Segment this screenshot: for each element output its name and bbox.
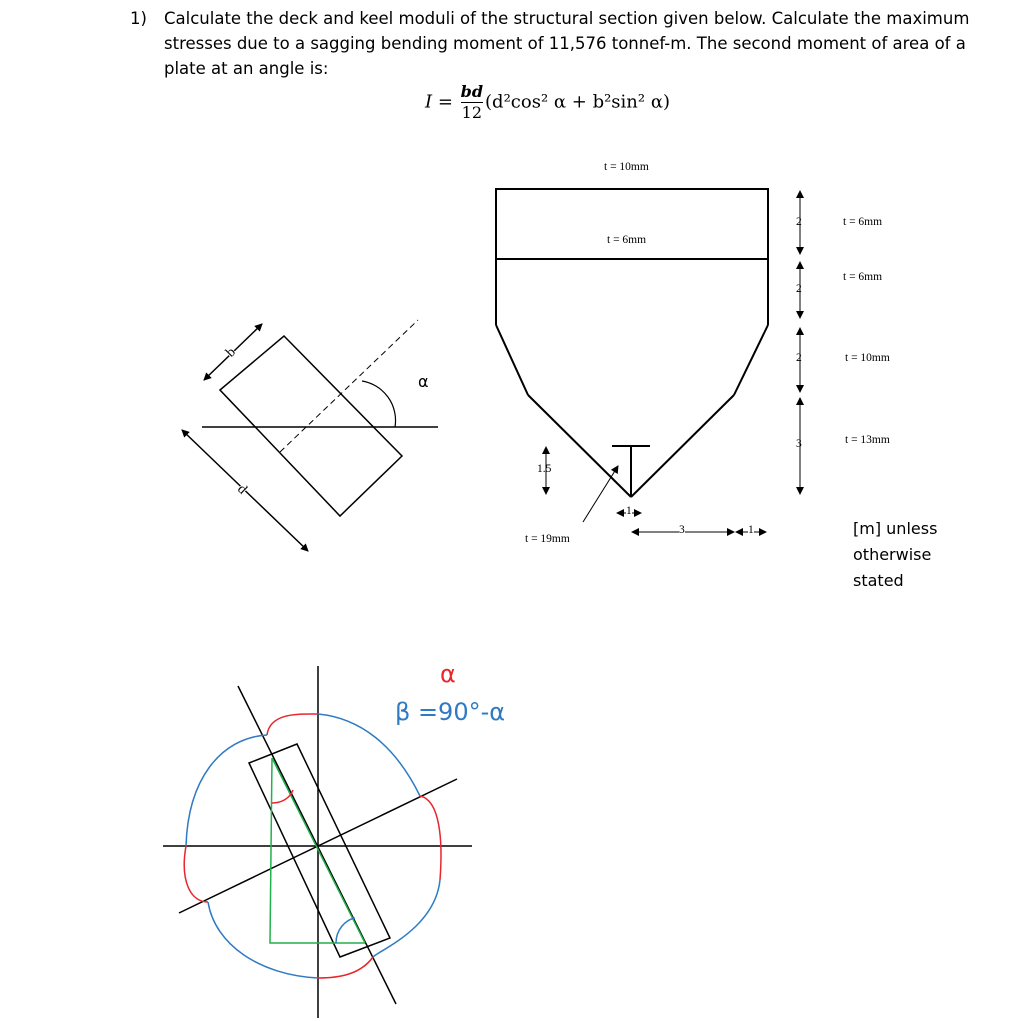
formula-rest: (d²cos² α + b²sin² α) xyxy=(485,91,671,113)
alpha-legend: α xyxy=(440,660,456,688)
label-tween-deck-thickness: t = 6mm xyxy=(607,234,647,246)
label-side-lower-thickness: t = 6mm xyxy=(843,271,883,283)
label-keel-thickness: t = 19mm xyxy=(525,533,570,545)
dim-bottom-width: 3 xyxy=(679,524,685,536)
beta-legend: β =90°-α xyxy=(395,698,506,726)
label-deck-thickness: t = 10mm xyxy=(604,161,649,173)
label-alpha: α xyxy=(418,372,429,391)
plate-diagram xyxy=(182,320,438,551)
dim-keel-width: 1 xyxy=(626,505,632,517)
label-b: b xyxy=(223,344,239,361)
label-d: d xyxy=(234,481,250,498)
question-text: Calculate the deck and keel moduli of the structural section given below. Calculate the maximum stresses due to a sagging bending moment of 11,576 tonnef-m. The second moment of area of a plate at an angle is: xyxy=(164,9,970,78)
formula-denominator: 12 xyxy=(461,103,483,122)
keel-leader xyxy=(583,466,618,522)
units-note xyxy=(853,516,937,594)
units-note-line-2: otherwise xyxy=(853,545,932,564)
label-bottom-thickness: t = 13mm xyxy=(845,434,890,446)
formula-lhs: I = xyxy=(425,91,453,113)
stbd-bilge xyxy=(734,325,768,395)
label-bilge-thickness: t = 10mm xyxy=(845,352,890,364)
port-bilge xyxy=(496,325,528,395)
deck-box xyxy=(496,189,768,259)
dashed-axis xyxy=(280,320,418,452)
dim-bilge-height: 2 xyxy=(796,352,802,364)
label-side-upper-thickness: t = 6mm xyxy=(843,216,883,228)
formula-numerator: bd xyxy=(460,82,484,101)
dim-deck-height: 2 xyxy=(796,216,802,228)
units-note-line-3: stated xyxy=(853,571,904,590)
question-number: 1) xyxy=(130,9,147,28)
dim-side-height: 2 xyxy=(796,283,802,295)
dim-bottom-height: 3 xyxy=(796,438,802,450)
dim-keel-height: 1.5 xyxy=(537,463,552,475)
dim-bilge-width: 1 xyxy=(748,524,754,536)
vertical-dimensions xyxy=(546,191,800,532)
units-note-line-1: [m] unless xyxy=(853,519,938,538)
